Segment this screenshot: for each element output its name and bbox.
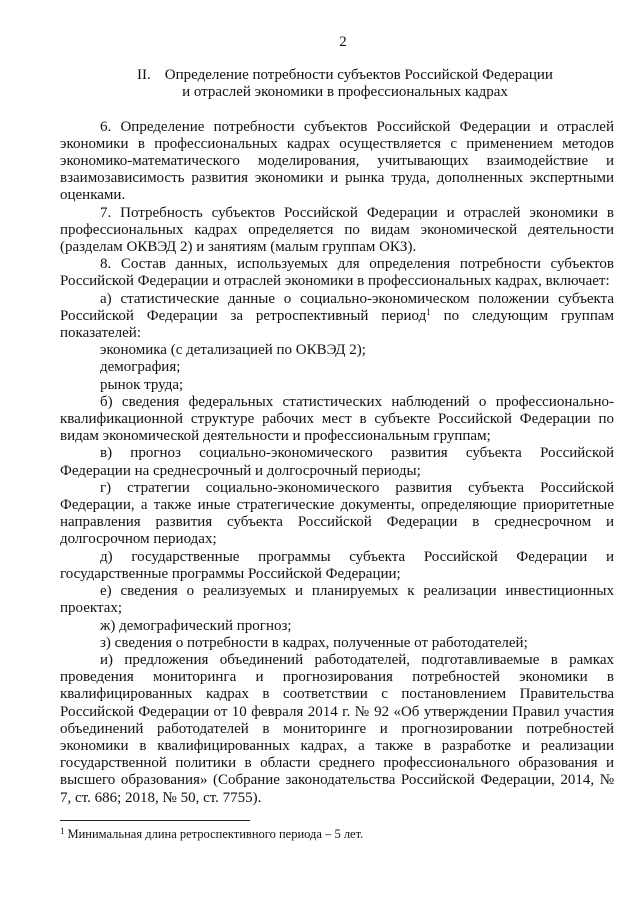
item-z: з) сведения о потребности в кадрах, полученные от работодателей; (100, 634, 528, 651)
footnote-text: Минимальная длина ретроспективного периода – 5 лет. (67, 826, 364, 841)
item-a (60, 291, 614, 343)
paragraph-7: 7. Потребность субъектов Российской Федерации и отраслей экономики в профессиональных кадрах определяется по видам экономической деятельности (разделам ОКВЭД 2) и занятиям (малым группам ОКЗ). (60, 204, 614, 256)
paragraph-8: 8. Состав данных, используемых для определения потребности субъектов Российской Федерации и отраслей экономики в профессиональных кадрах, включает: (60, 256, 614, 290)
section-heading (76, 67, 614, 101)
subitem-demography: демография; (100, 359, 181, 376)
item-e: е) сведения о реализуемых и планируемых к реализации инвестиционных проектах; (60, 583, 614, 617)
item-b: б) сведения федеральных статистических наблюдений о профессионально-квалификационной структуре рабочих мест в субъекте Российской Федерации по видам экономической деятельности и профессиональным группам; (60, 393, 614, 445)
footnote-ref: 1 (426, 306, 431, 317)
footnote-mark: 1 (60, 825, 65, 836)
subitem-economy: экономика (с детализацией по ОКВЭД 2); (100, 342, 366, 359)
footnote-divider (60, 820, 250, 821)
item-zh: ж) демографический прогноз; (100, 617, 292, 634)
item-i: и) предложения объединений работодателей, подготавливаемые в рамках проведения мониторинга и прогнозирования потребностей экономики в квалифицированных кадрах в соответствии с постановлением Правительства Российской Федерации от 10 февраля 2014 г. № 92 «Об утверждении Правил участия объединений работодателей в мониторинге и прогнозировании потребностей экономики в квалифицированных кадрах, а также в разработке и реализации государственной политики в области среднего профессионального образования и высшего образования» (Собрание законодательства Российской Федерации, 2014, № 7, ст. 686; 2018, № 50, ст. 7755). (60, 651, 614, 806)
section-title-line-2: и отраслей экономики в профессиональных кадрах (182, 84, 508, 101)
item-a-text-end: по следующим группам показателей: (60, 307, 615, 342)
item-d: д) государственные программы субъекта Российской Федерации и государственные программы Российской Федерации; (60, 548, 614, 582)
section-heading-line-1 (76, 67, 614, 84)
subitem-labor-market: рынок труда; (100, 376, 184, 393)
section-title-line-1: Определение потребности субъектов Российской Федерации (164, 67, 553, 84)
page-number: 2 (339, 34, 347, 50)
item-a-text: а) статистические данные о социально-экономическом положении субъекта Российской Федерации за ретроспективный период (60, 290, 614, 324)
item-v: в) прогноз социально-экономического развития субъекта Российской Федерации на среднесрочный и долгосрочный периоды; (60, 445, 614, 479)
footnote (60, 827, 614, 842)
item-g: г) стратегии социально-экономического развития субъекта Российской Федерации, а также иные стратегические документы, определяющие приоритетные направления развития субъекта Российской Федерации в среднесрочном и долгосрочном периодах; (60, 479, 614, 548)
section-number: II. (137, 67, 151, 84)
paragraph-6: 6. Определение потребности субъектов Российской Федерации и отраслей экономики в профессиональных кадрах осуществляется с применением методов экономико-математического моделирования, учитывающих взаимодействие и взаимозависимость развития экономики и рынка труда, дополненных экспертными оценками. (60, 118, 614, 204)
